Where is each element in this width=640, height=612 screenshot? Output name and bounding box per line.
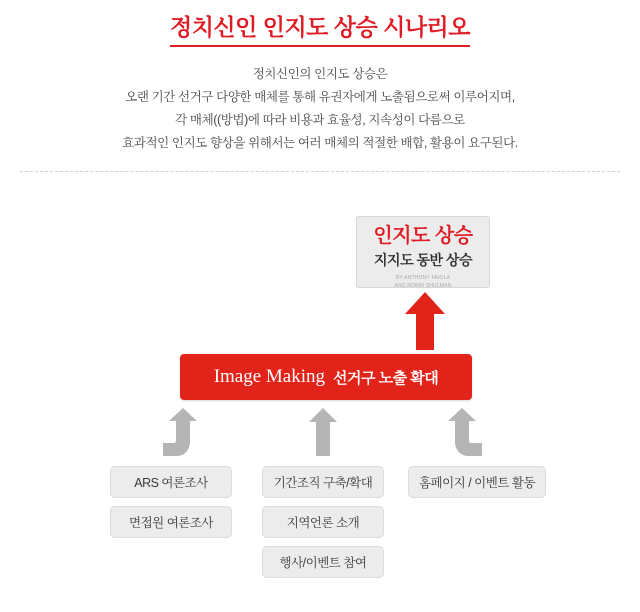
result-credit-line-2: AND ROBIN SHULMAN xyxy=(394,282,452,289)
description-line-3: 각 매체((방법)에 따라 비용과 효율성, 지속성이 다름으로 xyxy=(175,112,465,127)
up-arrow-center-icon xyxy=(306,408,340,456)
page-title: 정치신인 인지도 상승 시나리오 xyxy=(170,14,470,47)
result-main-label: 인지도 상승 xyxy=(373,225,473,248)
list-item[interactable]: 홈페이지 / 이벤트 활동 xyxy=(408,466,546,498)
diagram-canvas xyxy=(0,172,640,612)
description-line-4: 효과적인 인지도 향상을 위해서는 여러 매체의 적절한 배합, 활용이 요구된다. xyxy=(122,135,518,150)
page-header xyxy=(0,0,640,172)
page-description xyxy=(0,63,640,156)
up-arrow-right-icon xyxy=(448,408,482,456)
list-item[interactable]: 행사/이벤트 참여 xyxy=(262,546,384,578)
result-credit xyxy=(357,275,489,290)
list-item[interactable]: ARS 여론조사 xyxy=(110,466,232,498)
list-item[interactable]: 면접원 여론조사 xyxy=(110,506,232,538)
image-making-banner xyxy=(180,354,472,400)
up-arrow-left-icon xyxy=(163,408,197,456)
result-box xyxy=(356,216,490,288)
description-line-1: 정치신인의 인지도 상승은 xyxy=(252,66,388,81)
result-sub-label: 지지도 동반 상승 xyxy=(374,252,472,269)
result-credit-line-1: BY ANTHONY FAIOLA xyxy=(395,275,451,282)
list-item[interactable]: 기간조직 구축/확대 xyxy=(262,466,384,498)
description-line-2: 오랜 기간 선거구 다양한 매체를 통해 유권자에게 노출됨으로써 이루어지며, xyxy=(125,89,515,104)
list-item[interactable]: 지역언론 소개 xyxy=(262,506,384,538)
banner-english-label: Image Making xyxy=(213,366,326,388)
big-up-arrow-icon xyxy=(405,292,445,350)
banner-korean-label: 선거구 노출 확대 xyxy=(333,369,439,387)
